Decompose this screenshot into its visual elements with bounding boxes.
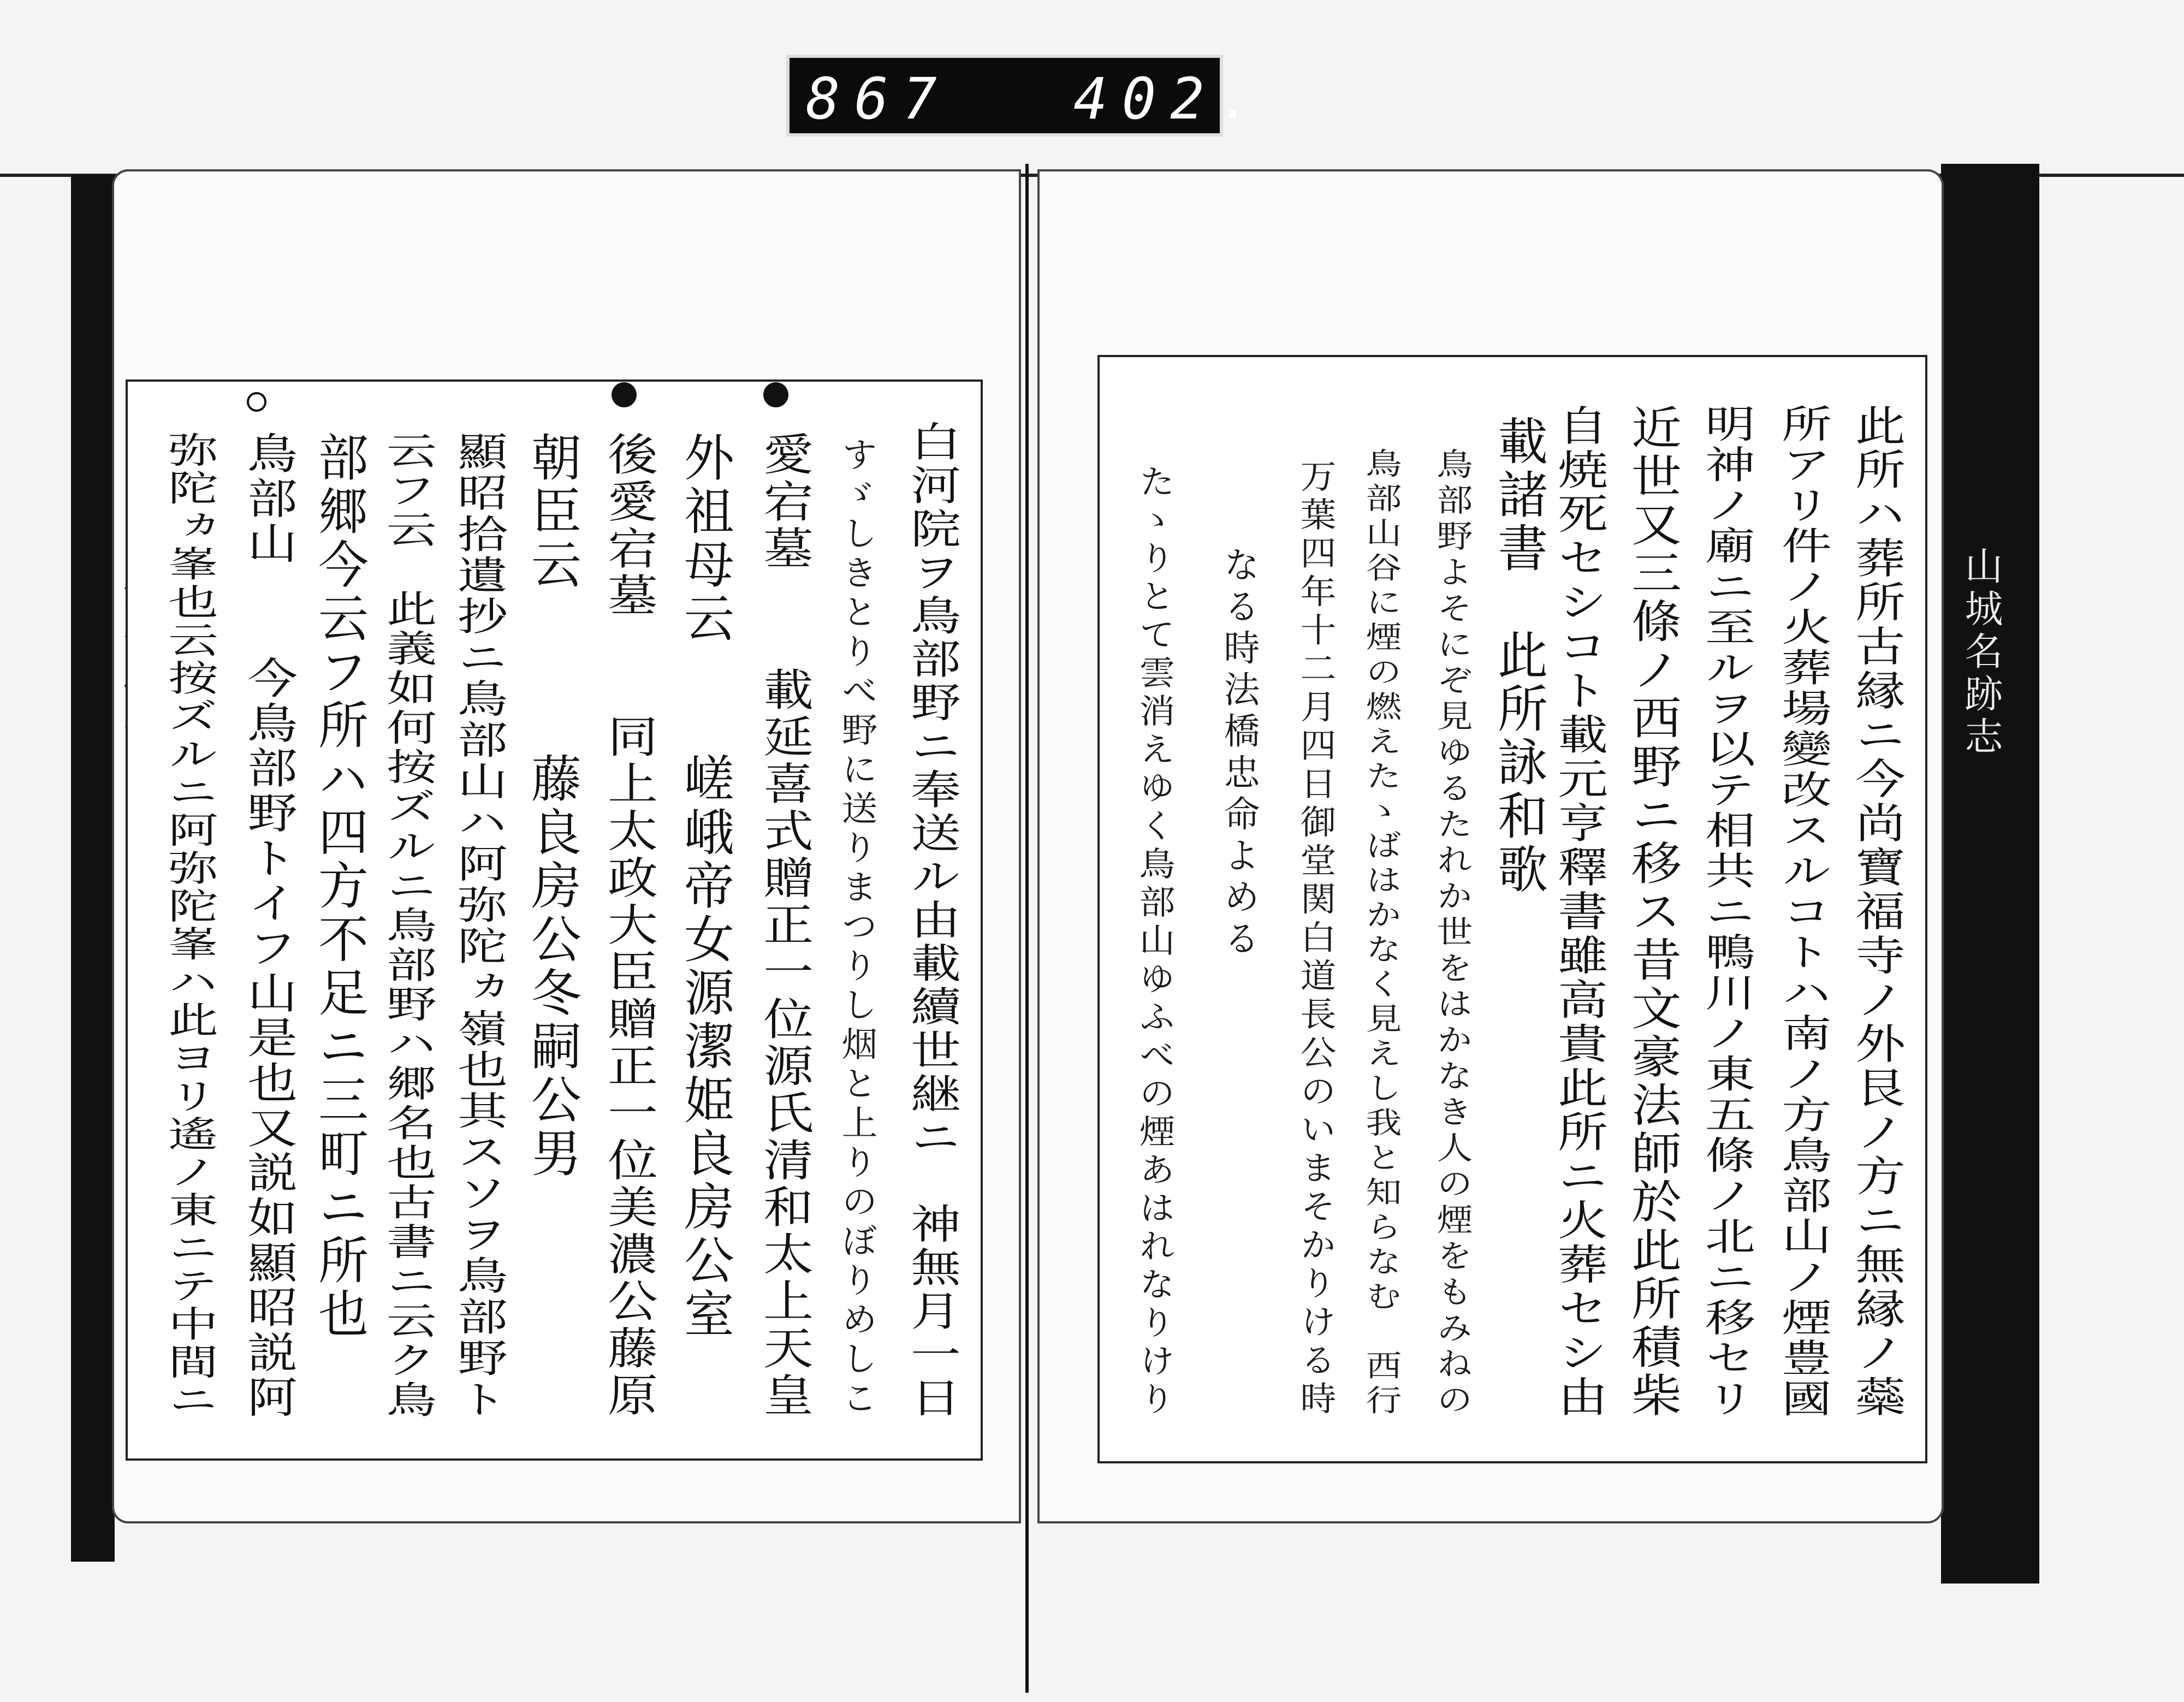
book-edge-right [1941, 164, 2039, 1584]
left-column-4: 外祖母云 嵯峨帝女源潔姫良房公室 [676, 431, 734, 1341]
left-column-7: 顯昭拾遺抄ニ鳥部山ハ阿弥陀ヵ嶺也其スソヲ鳥部野ト [449, 431, 508, 1421]
right-margin-title: 山城名跡志 [1959, 546, 2003, 759]
book-gutter [1025, 164, 1029, 1693]
left-column-5: 後愛宕墓 同上太政大臣贈正一位美濃公藤原 [600, 431, 658, 1419]
right-column-11: たゝりとて雲消えゆく鳥部山ゆふべの煙あはれなりけり [1133, 464, 1175, 1420]
left-column-6: 朝臣云 藤良房公冬嗣公男 [523, 431, 581, 1181]
left-column-1: 白河院ヲ鳥部野ニ奉送ル由載續世継ニ 神無月一日 [903, 420, 961, 1420]
right-column-5: 自焼死セシコト載元亨釋書雖高貴此所ニ火葬セシ由 [1550, 404, 1608, 1420]
microfilm-frame-number [786, 55, 1267, 137]
section-mark-ring [247, 392, 266, 412]
frame-number-left: 867 [806, 66, 951, 132]
right-column-4: 近世又三條ノ西野ニ移ス昔文豪法師於此所積柴 [1623, 404, 1682, 1420]
right-column-6: 載諸書 此所詠和歌 [1489, 415, 1548, 897]
left-column-11: 弥陀ヵ峯也云按ズルニ阿弥陀峯ハ此ヨリ遙ノ東ニテ中間ニ [160, 431, 218, 1420]
left-column-10: 鳥部山 今鳥部野トイフ山是也又説如顯昭説阿 [239, 431, 298, 1421]
section-mark-dot [763, 382, 788, 407]
left-column-9: 部郷今云フ所ハ四方不足ニ三町ニ所也 [310, 431, 369, 1341]
right-column-3: 明神ノ廟ニ至ルヲ以テ相共ニ鴨川ノ東五條ノ北ニ移セリ [1697, 404, 1755, 1420]
frame-number-right: 402. [1073, 66, 1267, 132]
right-column-9: 万葉四年十二月四日御堂関白道長公のいまそかりける時 [1294, 459, 1336, 1420]
right-column-1: 此所ハ葬所古縁ニ今尚寶福寺ノ外艮ノ方ニ無縁ノ蘂 [1847, 404, 1906, 1420]
left-column-3: 愛宕墓 載延喜式贈正一位源氏清和太上天皇 [755, 431, 814, 1419]
right-column-10: なる時法橋忠命よめる [1218, 546, 1260, 961]
book-edge-left [71, 175, 115, 1562]
section-mark-dot [612, 382, 637, 407]
right-column-8: 鳥部山谷に煙の燃えたゝばはかなく見えし我と知らなむ 西行 [1360, 448, 1402, 1420]
right-column-2: 所アリ件ノ火葬場變改スルコトハ南ノ方鳥部山ノ煙豊國 [1773, 404, 1832, 1420]
left-column-8: 云フ云 此義如何按ズルニ鳥部野ハ郷名也古書ニ云ク鳥 [378, 431, 437, 1420]
right-column-7: 鳥部野よそにぞ見ゆるたれか世をはかなき人の煙をもみねの [1431, 448, 1473, 1420]
left-column-2: すゞしきとりべ野に送りまつりし烟と上りのぼりめしこ [835, 437, 877, 1420]
